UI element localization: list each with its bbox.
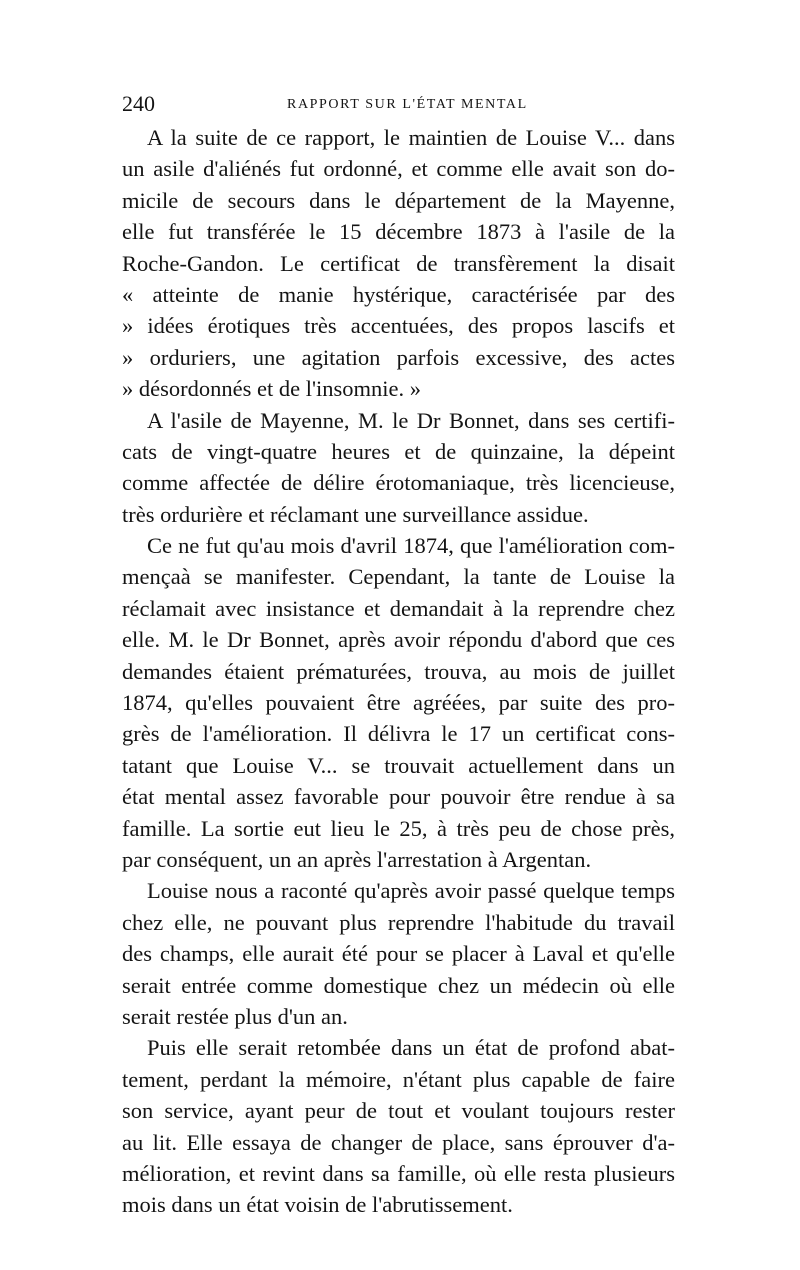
text-line: mois dans un état voisin de l'abrutissement. [122, 1192, 513, 1218]
text-line: grès de l'amélioration. Il délivra le 17 un certificat cons- [122, 721, 675, 747]
text-line: famille. La sortie eut lieu le 25, à très peu de chose près, [122, 815, 675, 841]
text-line: A l'asile de Mayenne, M. le Dr Bonnet, dans ses certifi- [147, 407, 675, 433]
text-line: elle fut transférée le 15 décembre 1873 à l'asile de la [122, 219, 675, 245]
text-line: « atteinte de manie hystérique, caractérisée par des [122, 281, 675, 307]
text-line: Louise nous a raconté qu'après avoir passé quelque temps [147, 878, 675, 904]
text-line: 1874, qu'elles pouvaient être agréées, par suite des pro- [122, 690, 675, 716]
paragraph-transfer [122, 122, 675, 405]
text-line: serait entrée comme domestique chez un médecin où elle [122, 972, 675, 998]
text-line: » désordonnés et de l'insomnie. » [122, 376, 422, 402]
text-line: demandes étaient prématurées, trouva, au mois de juillet [122, 658, 675, 684]
text-line: » orduriers, une agitation parfois excessive, des actes [122, 344, 675, 370]
text-line: tatant que Louise V... se trouvait actuellement dans un [122, 752, 675, 778]
text-line: Puis elle serait retombée dans un état de profond abat- [147, 1035, 675, 1061]
text-line: cats de vingt-quatre heures et de quinzaine, la dépeint [122, 438, 675, 464]
text-line: des champs, elle aurait été pour se placer à Laval et qu'elle [122, 941, 675, 967]
text-line: état mental assez favorable pour pouvoir être rendue à sa [122, 784, 675, 810]
text-line: micile de secours dans le département de la Mayenne, [122, 187, 675, 213]
text-line: tement, perdant la mémoire, n'étant plus capable de faire [122, 1066, 675, 1092]
text-line: Roche-Gandon. Le certificat de transfèrement la disait [122, 250, 675, 276]
text-line: au lit. Elle essaya de changer de place, sans éprouver d'a- [122, 1129, 675, 1155]
text-line: très ordurière et réclamant une surveillance assidue. [122, 501, 589, 527]
body-text [122, 122, 675, 1221]
text-line: chez elle, ne pouvant plus reprendre l'habitude du travail [122, 909, 675, 935]
text-line: mençaà se manifester. Cependant, la tante de Louise la [122, 564, 675, 590]
text-line: Ce ne fut qu'au mois d'avril 1874, que l'amélioration com- [147, 533, 675, 559]
page-number: 240 [122, 91, 155, 116]
text-line: serait restée plus d'un an. [122, 1003, 348, 1029]
running-title: RAPPORT SUR L'ÉTAT MENTAL [287, 97, 528, 112]
text-line: elle. M. le Dr Bonnet, après avoir répondu d'abord que ces [122, 627, 675, 653]
text-line: comme affectée de délire érotomaniaque, très licencieuse, [122, 470, 675, 496]
text-line: mélioration, et revint dans sa famille, où elle resta plusieurs [122, 1160, 675, 1186]
paragraph-improvement [122, 530, 675, 875]
text-line: réclamait avec insistance et demandait à la reprendre chez [122, 595, 675, 621]
text-line: son service, ayant peur de tout et voulant toujours rester [122, 1098, 675, 1124]
paragraph-relapse [122, 1032, 675, 1220]
paragraph-laval [122, 875, 675, 1032]
text-line: » idées érotiques très accentuées, des propos lascifs et [122, 313, 675, 339]
text-line: A la suite de ce rapport, le maintien de Louise V... dans [147, 125, 675, 150]
paragraph-mayenne-asylum [122, 405, 675, 531]
text-line: un asile d'aliénés fut ordonné, et comme elle avait son do- [122, 156, 675, 182]
text-line: par conséquent, un an après l'arrestation à Argentan. [122, 846, 592, 872]
running-head [122, 92, 678, 116]
